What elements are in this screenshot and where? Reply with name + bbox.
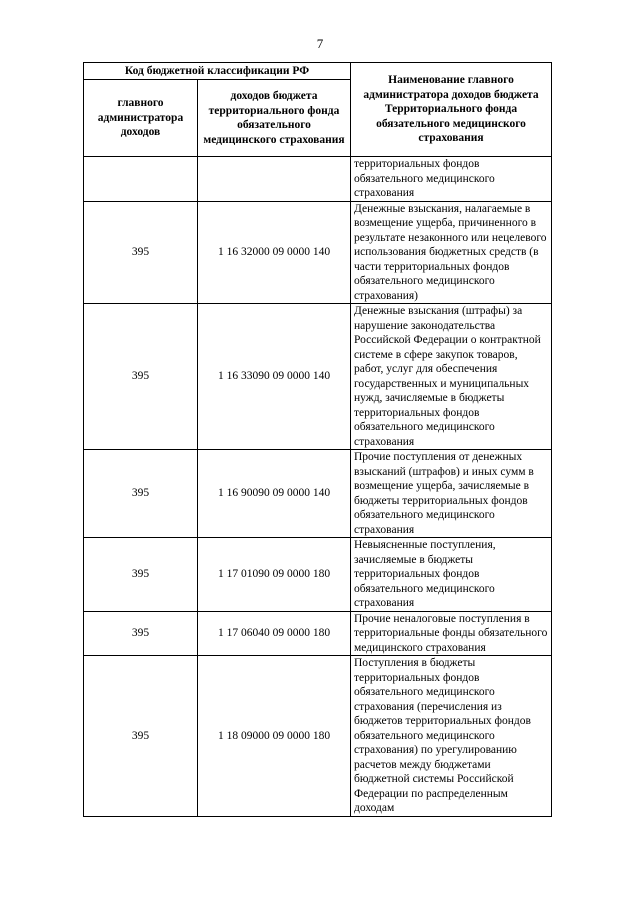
income-name-cell: Невыясненные поступления, зачисляемые в бюджеты территориальных фондов обязательного медицинского страхования	[351, 538, 552, 612]
income-code-cell: 1 16 32000 09 0000 140	[198, 201, 351, 304]
income-name-cell: территориальных фондов обязательного медицинского страхования	[351, 157, 552, 202]
page-number: 7	[316, 36, 324, 51]
table-body	[84, 157, 552, 817]
table-row	[84, 611, 552, 656]
header-income-code: доходов бюджета территориального фонда обязательного медицинского страхования	[198, 80, 351, 157]
income-name-cell: Денежные взыскания (штрафы) за нарушение законодательства Российской Федерации о контрактной системе в сфере закупок товаров, работ, услуг для обеспечения государственных и муниципальных нужд, зачисляемые в бюджеты территориальных фондов обязательного медицинского страхования	[351, 304, 552, 450]
admin-code-cell: 395	[84, 611, 198, 656]
admin-code-cell: 395	[84, 656, 198, 817]
income-code-cell: 1 17 06040 09 0000 180	[198, 611, 351, 656]
table-row	[84, 157, 552, 202]
admin-code-cell: 395	[84, 304, 198, 450]
table-row	[84, 304, 552, 450]
table-row	[84, 538, 552, 612]
income-code-cell: 1 16 33090 09 0000 140	[198, 304, 351, 450]
header-main-administrator: главного администратора доходов	[84, 80, 198, 157]
table-header	[84, 63, 552, 157]
header-administrator-name: Наименование главного администратора доходов бюджета Территориального фонда обязательного медицинского страхования	[351, 63, 552, 157]
income-name-cell: Поступления в бюджеты территориальных фондов обязательного медицинского страхования (перечисления из бюджетов территориальных фондов обязательного медицинского страхования) по урегулированию расчетов между бюджетами бюджетной системы Российской Федерации по распределенным доходам	[351, 656, 552, 817]
table-row	[84, 656, 552, 817]
table-row	[84, 201, 552, 304]
admin-code-cell: 395	[84, 538, 198, 612]
admin-code-cell: 395	[84, 201, 198, 304]
income-name-cell: Прочие поступления от денежных взысканий (штрафов) и иных сумм в возмещение ущерба, зачисляемые в бюджеты территориальных фондов обязательного медицинского страхования	[351, 450, 552, 538]
income-code-cell: 1 16 90090 09 0000 140	[198, 450, 351, 538]
income-code-cell: 1 17 01090 09 0000 180	[198, 538, 351, 612]
table-row	[84, 450, 552, 538]
income-code-cell: 1 18 09000 09 0000 180	[198, 656, 351, 817]
income-code-cell	[198, 157, 351, 202]
budget-classification-table	[83, 62, 552, 817]
admin-code-cell: 395	[84, 450, 198, 538]
admin-code-cell	[84, 157, 198, 202]
header-budget-classification-code: Код бюджетной классификации РФ	[84, 63, 351, 80]
income-name-cell: Денежные взыскания, налагаемые в возмещение ущерба, причиненного в результате незаконного или нецелевого использования бюджетных средств (в части территориальных фондов обязательного медицинского страхования)	[351, 201, 552, 304]
income-name-cell: Прочие неналоговые поступления в территориальные фонды обязательного медицинского страхования	[351, 611, 552, 656]
